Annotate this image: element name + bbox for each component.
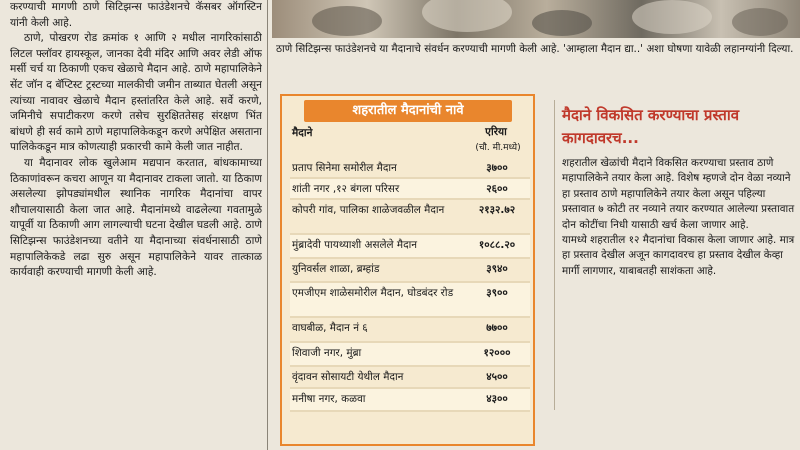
proposal-paragraph: शहरातील खेळांची मैदाने विकसित करण्याचा प्रस्ताव ठाणे महापालिकेने तयार केला आहे. विशेष म्हणजे दोन वेळा नव्याने हा प्रस्ताव ठाणे महापालिकेने तयार केला असून पहिल्या प्रस्तावात ७ कोटी तर नव्याने तयार करण्यात आलेल्या प्रस्तावात दोन कोटींचा निधी यासाठी खर्च केला जाणार आहे. <box>562 157 795 231</box>
proposal-body <box>562 156 796 279</box>
maidan-table-box <box>280 94 535 446</box>
row-area: २१३२.७२ <box>478 204 516 216</box>
row-area: ७७०० <box>486 322 508 334</box>
row-name: कोपरी गांव, पालिका शाळेजवळील मैदान <box>292 204 445 216</box>
table-row <box>290 235 530 259</box>
column-header-name: मैदाने <box>292 127 313 139</box>
table-row <box>290 318 530 343</box>
photo-caption: ठाणे सिटिझन्स फाउंडेशनचे या मैदानाचे संवर्धन करण्याची मागणी केली आहे. 'आम्हाला मैदान द्या..' अशा घोषणा यावेळी लहानग्यांनी दिल्या. <box>276 43 794 55</box>
column-header-area: एरिया <box>485 126 507 138</box>
row-name: वाघबीळ, मैदान नं ६ <box>292 322 368 334</box>
row-name: वृंदावन सोसायटी येथील मैदान <box>292 371 404 383</box>
article-paragraph: करण्याची मागणी ठाणे सिटिझन्स फाउंडेशनचे कॅसबर ऑगस्टिन यांनी केली आहे. <box>10 1 262 29</box>
proposal-title: मैदाने विकसित करण्याचा प्रस्ताव कागदावरच... <box>562 106 740 147</box>
proposal-box <box>562 104 796 404</box>
table-row <box>290 389 530 412</box>
row-name: मुंब्रादेवी पायथ्याशी असलेले मैदान <box>292 239 418 251</box>
row-name: शांती नगर ,१२ बंगला परिसर <box>292 183 400 195</box>
row-area: २६०० <box>486 183 508 195</box>
table-row <box>290 200 530 235</box>
row-name: युनिवर्सल शाळा, ब्रम्हांड <box>292 263 380 275</box>
table-row <box>290 367 530 389</box>
row-area: ३७०० <box>486 162 508 174</box>
proposal-divider <box>554 100 555 410</box>
table-row <box>290 158 530 179</box>
column-header-unit: (चौ. मी.मध्ये) <box>475 143 521 153</box>
column-divider <box>267 0 268 450</box>
article-paragraph: ठाणे, पोखरण रोड क्रमांक १ आणि २ मधील नागरिकांसाठी लिटल फ्लॉवर हायस्कूल, जानका देवी मंदिर आणि अवर लेडी ऑफ मर्सी चर्च या ठिकाणी एकच खेळाचे मैदान आहे. ठाणे महापालिकेने सेंट जॉन द बॅप्टिस्ट ट्रस्टच्या मालकीची जमीन ताब्यात घेतली असून त्यांच्या नावावर खेळाचे मैदान हस्तांतरित केले आहे. सर्वे करणे, जमिनीचे सपाटीकरण करणे तसेच सुरक्षिततेसह संरक्षण भिंत बांधणे ही सर्व कामे ठाणे महापालिकेकडून करणे अपेक्षित असताना पालिकेकडून मात्र कोणत्याही प्रकारची कामे केली जात नाहीत. <box>10 32 262 154</box>
news-photo <box>272 0 800 38</box>
row-name: मनीषा नगर, कळवा <box>292 393 366 405</box>
table-row <box>290 343 530 367</box>
table-row <box>290 283 530 318</box>
row-area: १२००० <box>483 347 511 359</box>
row-name: एमजीएम शाळेसमोरील मैदान, घोडबंदर रोड <box>292 287 454 299</box>
table-row <box>290 259 530 283</box>
table-title: शहरातील मैदानांची नावे <box>304 100 512 122</box>
table-body <box>290 158 530 412</box>
table-row <box>290 179 530 200</box>
row-area: ४३०० <box>486 393 508 405</box>
row-name: प्रताप सिनेमा समोरील मैदान <box>292 162 397 174</box>
row-area: ३९०० <box>486 287 508 299</box>
row-area: १०८८.२० <box>478 239 516 251</box>
row-area: ३९४० <box>486 263 508 275</box>
row-name: शिवाजी नगर, मुंब्रा <box>292 347 362 359</box>
table-header <box>290 124 530 156</box>
row-area: ४५०० <box>486 371 508 383</box>
article-paragraph: या मैदानावर लोक खुलेआम मद्यपान करतात, बांधकामाच्या ठिकाणांवरून कचरा आणून या मैदानावर टाकला जातो. या ठिकाण असलेल्या झोपड्यांमधील स्थानिक नागरिक मैदानांचा वापर शौचालयासाठी केला जात आहे. मैदानांमध्ये वाढलेल्या गवतामुळे यापूर्वी या ठिकाणी आग लागल्याची घटना देखील घडली आहे. ठाणे सिटिझन्स फाउंडेशनच्या वतीने या मैदानाच्या संवर्धनासाठी ठाणे महापालिकेकडे लढा सुरु असून महापालिकेने यावर तात्काळ कार्यवाही करण्याची मागणी केली आहे. <box>10 156 262 279</box>
left-article-column <box>10 0 262 450</box>
proposal-paragraph: यामध्ये शहरातील १२ मैदानांचा विकास केला जाणार आहे. मात्र हा प्रस्ताव देखील अजून कागदावरच हा प्रस्ताव देखील केव्हा मार्गी लागणार, याबाबतही साशंकता आहे. <box>562 234 795 277</box>
